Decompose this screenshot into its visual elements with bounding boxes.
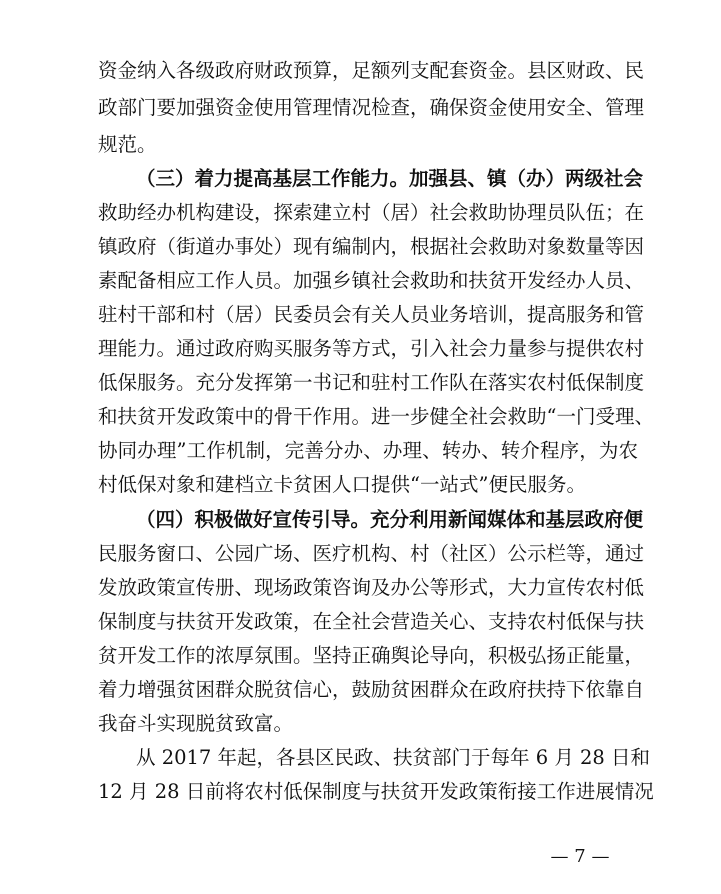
paragraph-line-1: 资金纳入各级政府财政预算，足额列支配套资金。县区财政、民 [98,59,645,82]
section-3-line-4: 素配备相应工作人员。加强乡镇社会救助和扶贫开发经办人员、 [98,269,645,292]
section-3-line-6: 理能力。通过政府购买服务等方式，引入社会力量参与提供农村 [98,337,645,360]
section-3-heading-line [136,166,644,192]
section-4-line-5: 贫开发工作的浓厚氛围。坚持正确舆论导向，积极弘扬正能量， [98,644,645,667]
section-3-line-5: 驻村干部和村（居）民委员会有关人员业务培训，提高服务和管 [98,303,645,326]
section-3-line-9: 协同办理”工作机制，完善分办、办理、转办、转介程序，为农 [98,439,638,462]
section-4-line-7: 我奋斗实现脱贫致富。 [98,712,294,735]
paragraph-line-2: 政部门要加强资金使用管理情况检查，确保资金使用安全、管理 [98,96,645,119]
section-3-line-7: 低保服务。充分发挥第一书记和驻村工作队在落实农村低保制度 [98,371,645,394]
section-3-line-2: 救助经办机构建设，探索建立村（居）社会救助协理员队伍；在 [98,201,645,224]
closing-paragraph-line-2: 12 月 28 日前将农村低保制度与扶贫开发政策衔接工作进展情况 [98,780,654,803]
paragraph-line-3: 规范。 [98,133,157,156]
section-3-line-8: 和扶贫开发政策中的骨干作用。进一步健全社会救助“一门受理、 [98,405,654,428]
section-4-title: 积极做好宣传引导。充分利用新闻媒体和基层政府便 [194,508,644,531]
section-4-number: （四） [136,508,195,531]
section-3-line-10: 村低保对象和建档立卡贫困人口提供“一站式”便民服务。 [98,473,586,496]
section-4-line-6: 着力增强贫困群众脱贫信心，鼓励贫困群众在政府扶持下依靠自 [98,678,645,701]
section-3-line-3: 镇政府（街道办事处）现有编制内，根据社会救助对象数量等因 [98,235,645,258]
page-number: — 7 — [550,846,610,867]
section-4-heading-line [136,507,644,533]
section-4-line-3: 发放政策宣传册、现场政策咨询及办公等形式，大力宣传农村低 [98,576,645,599]
section-3-number: （三） [136,167,195,190]
closing-paragraph-line-1: 从 2017 年起，各县区民政、扶贫部门于每年 6 月 28 日和 [136,746,651,769]
section-4-line-4: 保制度与扶贫开发政策，在全社会营造关心、支持农村低保与扶 [98,610,645,633]
section-4-line-2: 民服务窗口、公园广场、医疗机构、村（社区）公示栏等，通过 [98,542,645,565]
section-3-title: 着力提高基层工作能力。加强县、镇（办）两级社会 [194,167,644,190]
